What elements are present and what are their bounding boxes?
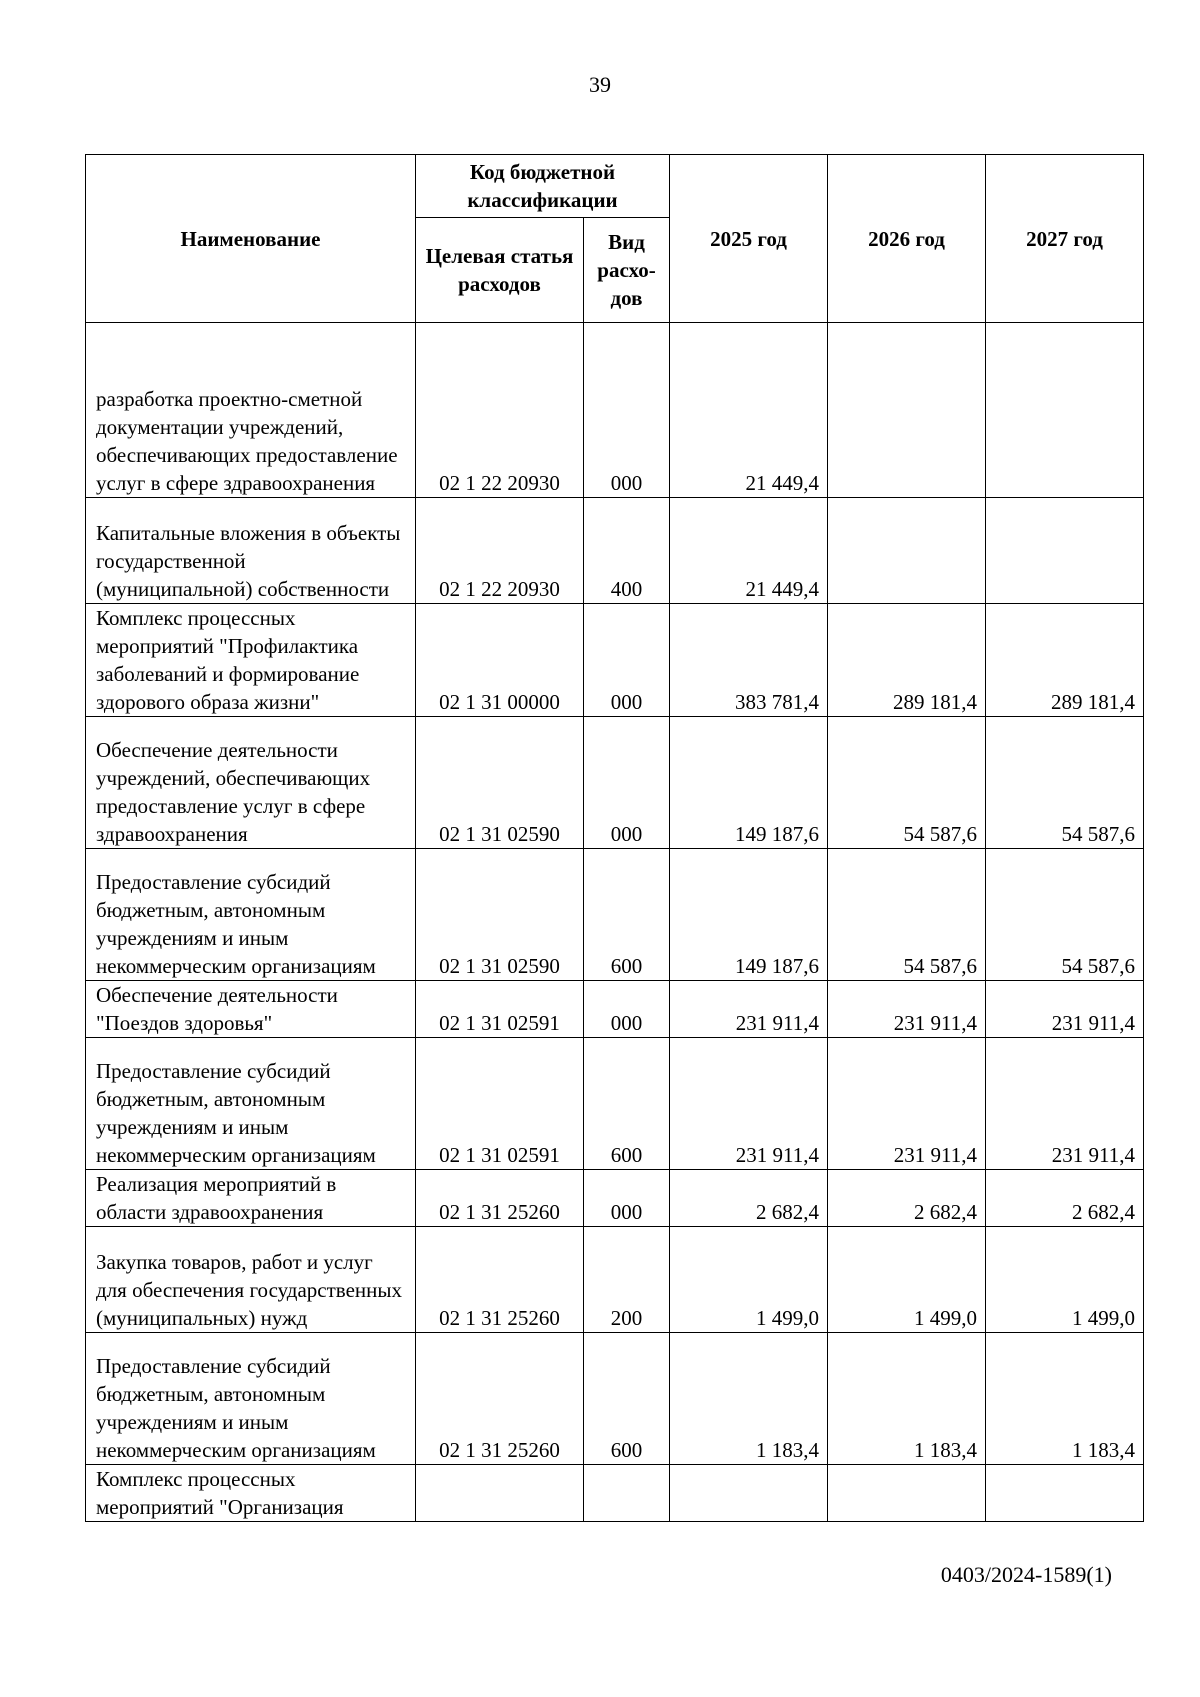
row-kind-cell: 000 (584, 1170, 670, 1227)
row-2027-cell: 231 911,4 (986, 981, 1144, 1038)
row-name-cell: Предоставление субсидий бюджетным, автономным учреждениям и иным некоммерческим организациям (86, 1038, 416, 1170)
row-name-cell: Комплекс процессных мероприятий "Профилактика заболеваний и формирование здорового образа жизни" (86, 604, 416, 717)
row-kind-cell: 000 (584, 717, 670, 849)
row-name-cell: Обеспечение деятельности учреждений, обеспечивающих предоставление услуг в сфере здравоохранения (86, 717, 416, 849)
row-2026-cell (828, 1465, 986, 1522)
row-2027-cell (986, 323, 1144, 498)
budget-table (85, 154, 1144, 1522)
row-code-cell: 02 1 31 25260 (416, 1227, 584, 1333)
document-code: 0403/2024-1589(1) (940, 1562, 1112, 1587)
row-2025-cell: 21 449,4 (670, 498, 828, 604)
table-body (86, 323, 1144, 1522)
row-2025-cell: 149 187,6 (670, 849, 828, 981)
row-code-cell: 02 1 31 25260 (416, 1333, 584, 1465)
row-code-cell: 02 1 31 02590 (416, 849, 584, 981)
row-2027-cell: 1 499,0 (986, 1227, 1144, 1333)
row-2025-cell: 149 187,6 (670, 717, 828, 849)
header-2025: 2025 год (670, 155, 828, 323)
row-2027-cell: 1 183,4 (986, 1333, 1144, 1465)
row-2025-cell: 231 911,4 (670, 1038, 828, 1170)
row-code-cell (416, 1465, 584, 1522)
row-2026-cell: 231 911,4 (828, 981, 986, 1038)
table-row (86, 1227, 1144, 1333)
row-name-cell: Реализация мероприятий в области здравоохранения (86, 1170, 416, 1227)
row-kind-cell: 400 (584, 498, 670, 604)
row-name-cell: Закупка товаров, работ и услуг для обеспечения государственных (муниципальных) нужд (86, 1227, 416, 1333)
row-kind-cell: 000 (584, 604, 670, 717)
row-2026-cell: 1 183,4 (828, 1333, 986, 1465)
row-2026-cell: 1 499,0 (828, 1227, 986, 1333)
row-2025-cell (670, 1465, 828, 1522)
page-number: 39 (589, 72, 611, 97)
row-2027-cell: 289 181,4 (986, 604, 1144, 717)
table-row (86, 1038, 1144, 1170)
row-code-cell: 02 1 31 02591 (416, 981, 584, 1038)
row-kind-cell: 600 (584, 849, 670, 981)
row-name-cell: разработка проектно-сметной документации учреждений, обеспечивающих предоставление услуг в сфере здравоохранения (86, 323, 416, 498)
header-2026: 2026 год (828, 155, 986, 323)
row-name-cell: Предоставление субсидий бюджетным, автономным учреждениям и иным некоммерческим организациям (86, 849, 416, 981)
header-budget-code: Код бюджетной классификации (416, 155, 670, 218)
table-row (86, 1333, 1144, 1465)
row-2026-cell: 2 682,4 (828, 1170, 986, 1227)
row-2026-cell (828, 498, 986, 604)
header-row-top (86, 155, 1144, 218)
table-row (86, 323, 1144, 498)
table-row (86, 1170, 1144, 1227)
row-2025-cell: 383 781,4 (670, 604, 828, 717)
row-2026-cell: 231 911,4 (828, 1038, 986, 1170)
row-2027-cell: 231 911,4 (986, 1038, 1144, 1170)
row-code-cell: 02 1 31 02590 (416, 717, 584, 849)
row-code-cell: 02 1 22 20930 (416, 498, 584, 604)
row-2027-cell: 2 682,4 (986, 1170, 1144, 1227)
header-expense-kind: Вид расхо-дов (584, 218, 670, 323)
row-kind-cell (584, 1465, 670, 1522)
row-code-cell: 02 1 31 02591 (416, 1038, 584, 1170)
table-row (86, 1465, 1144, 1522)
row-name-cell: Комплекс процессных мероприятий "Организация (86, 1465, 416, 1522)
table-row (86, 717, 1144, 849)
table-row (86, 849, 1144, 981)
row-2026-cell: 54 587,6 (828, 717, 986, 849)
row-2026-cell: 289 181,4 (828, 604, 986, 717)
header-name: Наименование (86, 155, 416, 323)
row-2027-cell (986, 498, 1144, 604)
row-kind-cell: 200 (584, 1227, 670, 1333)
row-2026-cell (828, 323, 986, 498)
header-2027: 2027 год (986, 155, 1144, 323)
row-2025-cell: 1 183,4 (670, 1333, 828, 1465)
row-2025-cell: 21 449,4 (670, 323, 828, 498)
row-name-cell: Капитальные вложения в объекты государственной (муниципальной) собственности (86, 498, 416, 604)
row-kind-cell: 000 (584, 323, 670, 498)
row-code-cell: 02 1 31 25260 (416, 1170, 584, 1227)
table-row (86, 604, 1144, 717)
row-code-cell: 02 1 22 20930 (416, 323, 584, 498)
row-2027-cell (986, 1465, 1144, 1522)
row-code-cell: 02 1 31 00000 (416, 604, 584, 717)
row-kind-cell: 600 (584, 1333, 670, 1465)
row-name-cell: Предоставление субсидий бюджетным, автономным учреждениям и иным некоммерческим организациям (86, 1333, 416, 1465)
row-kind-cell: 000 (584, 981, 670, 1038)
row-name-cell: Обеспечение деятельности "Поездов здоровья" (86, 981, 416, 1038)
table-row (86, 498, 1144, 604)
row-2025-cell: 2 682,4 (670, 1170, 828, 1227)
table-row (86, 981, 1144, 1038)
row-2027-cell: 54 587,6 (986, 717, 1144, 849)
row-2026-cell: 54 587,6 (828, 849, 986, 981)
row-2025-cell: 231 911,4 (670, 981, 828, 1038)
row-2027-cell: 54 587,6 (986, 849, 1144, 981)
row-2025-cell: 1 499,0 (670, 1227, 828, 1333)
header-target-article: Целевая статья расходов (416, 218, 584, 323)
row-kind-cell: 600 (584, 1038, 670, 1170)
